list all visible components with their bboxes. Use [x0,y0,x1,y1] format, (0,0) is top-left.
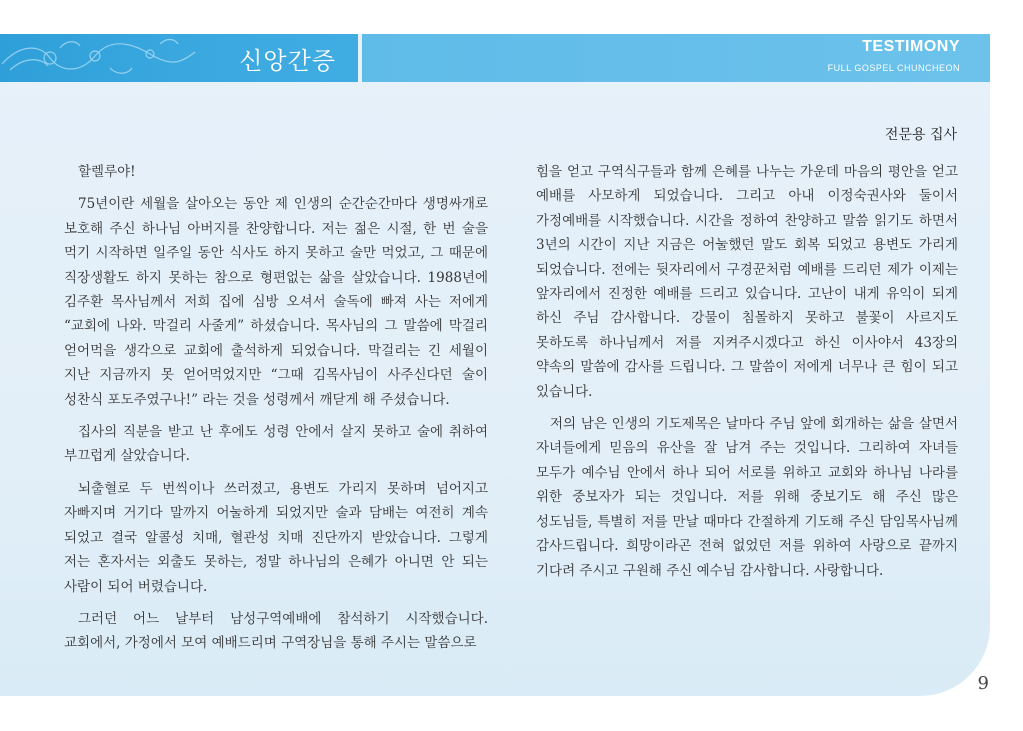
floral-ornament-icon [0,34,200,82]
paragraph: 힘을 얻고 구역식구들과 함께 은혜를 나누는 가운데 마음의 평안을 얻고 예배를 사모하게 되었습니다. 그리고 아내 이정숙권사와 둘이서 가정예배를 시작했습니다. 시간을 정하여 찬양하고 말씀 읽기도 하면서 3년의 시간이 지난 지금은 어눌했던 말도 회복 되었고 용변도 가리게 되었습니다. 전에는 뒷자리에서 구경꾼처럼 예배를 드리던 제가 이제는 앞자리에서 진정한 예배를 드리고 있습니다. 고난이 내게 유익이 되게 하신 주님 감사합니다. 강물이 침몰하지 못하고 불꽃이 사르지도 못하도록 하나님께서 저를 지켜주시겠다고 하신 이사야서 43장의 약속의 말씀에 감사를 드립니다. 그 말씀이 저에게 너무나 큰 힘이 되고 있습니다. [536,164,958,400]
paragraph: 75년이란 세월을 살아오는 동안 제 인생의 순간순간마다 생명싸개로 보호해 주신 하나님 아버지를 찬양합니다. 저는 젊은 시절, 한 번 술을 먹기 시작하면 일주일 동안 식사도 하지 못하고 술만 먹었고, 그 때문에 직장생활도 하지 못하는 참으로 형편없는 삶을 살았습니다. 1988년에 김주환 목사님께서 저희 집에 심방 오셔서 술독에 빠져 사는 저에게 “교회에 나와. 막걸리 사줄게” 하셨습니다. 목사님의 그 말씀에 막걸리 얻어먹을 생각으로 교회에 출석하게 되었습니다. 막걸리는 긴 세월이 지난 지금까지 못 얻어먹었지만 “그때 김목사님이 사주신다던 술이 성찬식 포도주였구나!” 라는 것을 성령께서 깨닫게 해 주셨습니다. [64,196,488,408]
page-header [0,34,990,82]
page-number: 9 [977,673,989,694]
paragraph: 뇌출혈로 두 번씩이나 쓰러졌고, 용변도 가리지 못하며 넘어지고 자빠지며 거기다 말까지 어눌하게 되었지만 술과 담배는 여전히 계속 되었고 결국 알콜성 치매, 혈관성 치매 진단까지 받았습니다. 그렇게 저는 혼자서는 외출도 못하는, 정말 하나님의 은혜가 아니면 안 되는 사람이 되어 버렸습니다. [64,480,488,595]
header-title-band [0,34,358,82]
header-info-band [362,34,990,82]
section-title: 신앙간증 [239,47,336,75]
left-text-column [64,160,488,664]
paragraph: 할렐루야! [78,164,136,180]
paragraph: 그러던 어느 날부터 남성구역예배에 참석하기 시작했습니다. 교회에서, 가정에서 모여 예배드리며 구역장님을 통해 주시는 말씀으로 [64,610,488,652]
paragraph: 저의 남은 인생의 기도제목은 날마다 주님 앞에 회개하는 삶을 살면서 자녀들에게 믿음의 유산을 잘 남겨 주는 것입니다. 그리하여 자녀들 모두가 예수님 안에서 하나 되어 서로를 위하고 교회와 하나님 나라를 위한 중보자가 되는 것입니다. 저를 위해 중보기도 해 주신 많은 성도님들, 특별히 저를 만날 때마다 간절하게 기도해 주신 담임목사님께 감사드립니다. 희망이라곤 전혀 없었던 저를 위하여 사랑으로 끝까지 기다려 주시고 구원해 주신 예수님 감사합니다. 사랑합니다. [536,416,958,579]
testimony-label: TESTIMONY [862,38,960,55]
right-text-column [536,160,958,591]
paragraph: 집사의 직분을 받고 난 후에도 성령 안에서 살지 못하고 술에 취하여 부끄럽게 살았습니다. [64,424,488,465]
author-name: 전문용 집사 [884,127,957,143]
church-name: FULL GOSPEL CHUNCHEON [827,63,960,73]
